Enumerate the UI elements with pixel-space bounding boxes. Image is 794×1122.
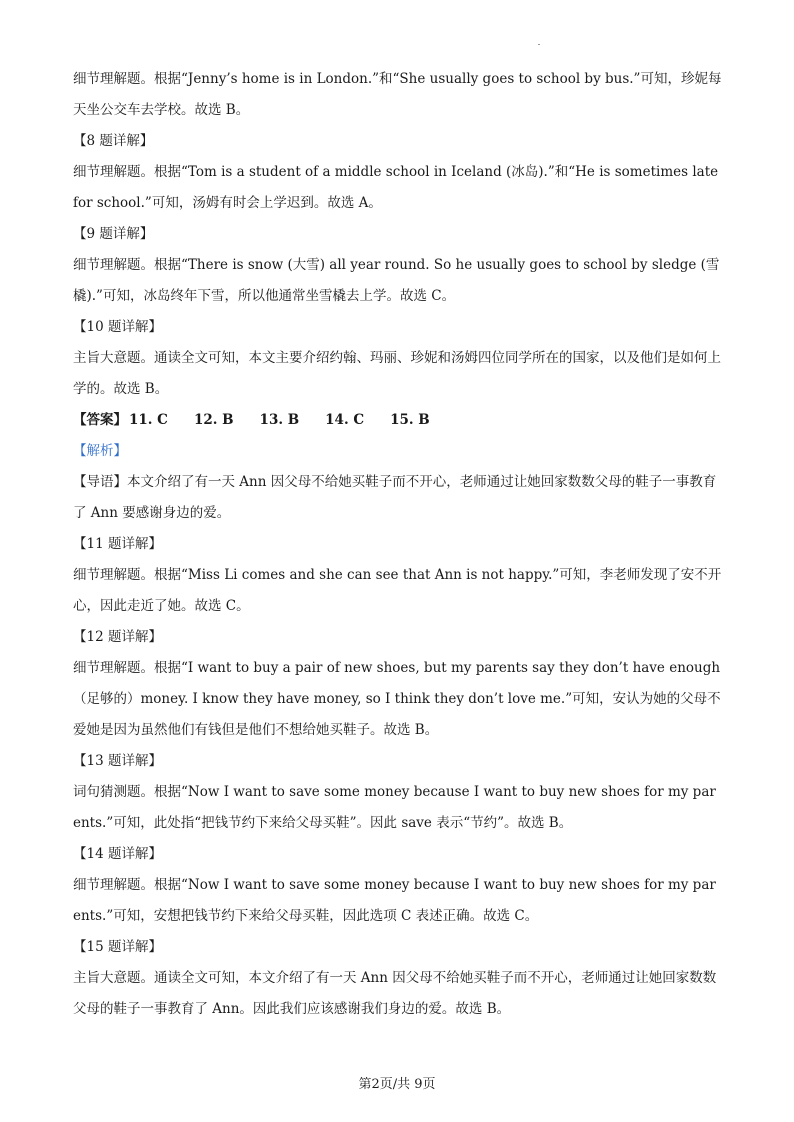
explanation-paragraph: 细节理解题。根据“Now I want to save some money because I want to buy new shoes for my parents.”可知，安想把钱节约下来给父母买鞋，因此选项 C 表述正确。故选 C。 — [73, 877, 716, 924]
answer-item: 15. B — [390, 412, 430, 428]
question-heading: 【8 题详解】 — [73, 133, 154, 149]
answer-item: 14. C — [325, 412, 365, 428]
answer-item: 11. C — [129, 412, 168, 428]
explanation-paragraph: 主旨大意题。通读全文可知，本文主要介绍约翰、玛丽、珍妮和汤姆四位同学所在的国家，以及他们是如何上学的。故选 B。 — [73, 350, 721, 397]
explanation-paragraph: 主旨大意题。通读全文可知，本文介绍了有一天 Ann 因父母不给她买鞋子而不开心，老师通过让她回家数数父母的鞋子一事教育了 Ann。因此我们应该感谢我们身边的爱。故选 B。 — [73, 970, 717, 1017]
answer-item: 12. B — [193, 412, 234, 428]
explanation-paragraph: 细节理解题。根据“I want to buy a pair of new shoes, but my parents say they don’t have enough（足够的）money. I know they have money, so I think they don’t love me.”可知，安认为她的父母不爱她是因为虽然他们有钱但是他们不想给她买鞋子。故选 B。 — [73, 660, 721, 738]
answer-label: 【答案】 — [73, 412, 127, 428]
scan-dot — [538, 44, 540, 45]
question-heading: 【10 题详解】 — [73, 319, 162, 335]
question-heading: 【14 题详解】 — [73, 846, 162, 862]
explanation-paragraph: 词句猜测题。根据“Now I want to save some money because I want to buy new shoes for my parents.”可知，此处指“把钱节约下来给父母买鞋”。因此 save 表示“节约”。故选 B。 — [73, 784, 716, 831]
explanation-paragraph: 细节理解题。根据“There is snow (大雪) all year round. So he usually goes to school by sledge (雪橇).”可知，冰岛终年下雪，所以他通常坐雪橇去上学。故选 C。 — [73, 257, 720, 304]
answer-item: 13. B — [259, 412, 300, 428]
document-body — [73, 64, 723, 1025]
analysis-heading: 【解析】 — [73, 443, 127, 459]
question-heading: 【12 题详解】 — [73, 629, 162, 645]
question-heading: 【13 题详解】 — [73, 753, 162, 769]
question-heading: 【11 题详解】 — [73, 536, 162, 552]
explanation-paragraph: 细节理解题。根据“Miss Li comes and she can see that Ann is not happy.”可知，李老师发现了安不开心，因此走近了她。故选 C。 — [73, 567, 722, 614]
section-part-2 — [73, 467, 723, 1025]
page-footer: 第2页/共 9页 — [358, 1077, 436, 1092]
question-heading: 【15 题详解】 — [73, 939, 162, 955]
answer-line — [73, 405, 723, 436]
question-heading: 【9 题详解】 — [73, 226, 154, 242]
explanation-paragraph: 【导语】本文介绍了有一天 Ann 因父母不给她买鞋子而不开心，老师通过让她回家数数父母的鞋子一事教育了 Ann 要感谢身边的爱。 — [73, 474, 717, 521]
explanation-paragraph: 细节理解题。根据“Jenny’s home is in London.”和“She usually goes to school by bus.”可知，珍妮每天坐公交车去学校。故选 B。 — [73, 71, 722, 118]
section-part-1 — [73, 64, 723, 405]
explanation-paragraph: 细节理解题。根据“Tom is a student of a middle school in Iceland (冰岛).”和“He is sometimes late for school.”可知，汤姆有时会上学迟到。故选 A。 — [73, 164, 719, 211]
